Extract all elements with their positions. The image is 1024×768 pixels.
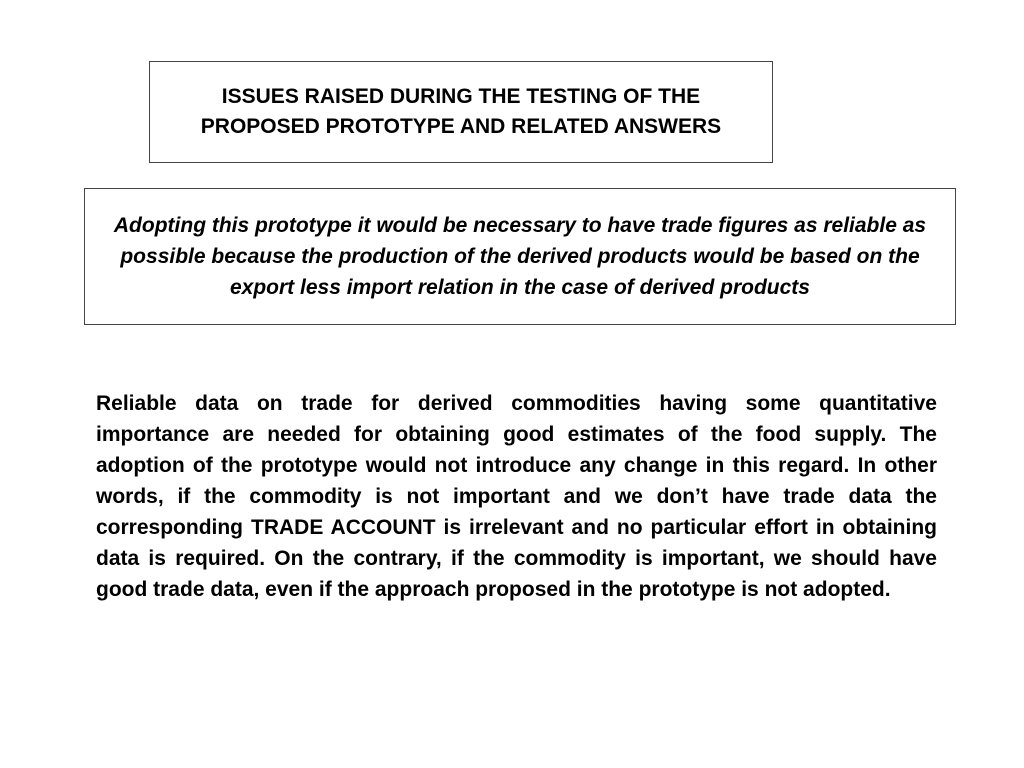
answer-paragraph: Reliable data on trade for derived commodities having some quantitative importance are needed for obtaining good estimates of the food supply. The adoption of the prototype would not introduce any change in this regard. In other words, if the commodity is not important and we don’t have trade data the corresponding TRADE ACCOUNT is irrelevant and no particular effort in obtaining data is required. On the contrary, if the commodity is important, we should have good trade data, even if the approach proposed in the prototype is not adopted. <box>96 392 937 601</box>
issue-box <box>84 188 956 325</box>
title-box <box>149 61 773 163</box>
issue-text: Adopting this prototype it would be necessary to have trade figures as reliable as possible because the production of the derived products would be based on the export less import relation in the case of derived products <box>113 214 927 299</box>
slide-title: ISSUES RAISED DURING THE TESTING OF THE PROPOSED PROTOTYPE AND RELATED ANSWERS <box>200 85 722 138</box>
